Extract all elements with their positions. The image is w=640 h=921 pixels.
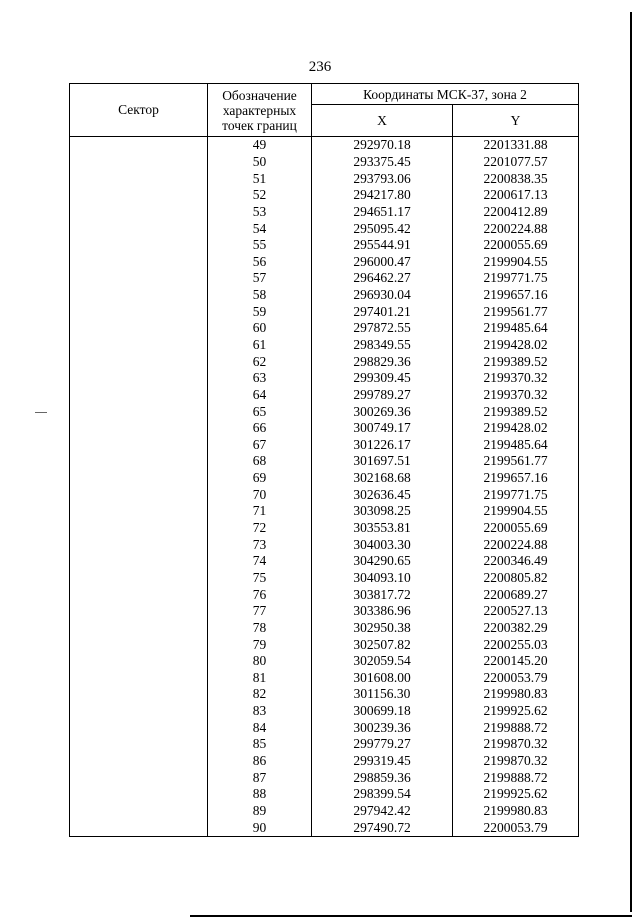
y-cell: 2200055.69 (453, 237, 579, 254)
x-cell: 297401.21 (312, 303, 453, 320)
table-row (70, 337, 579, 354)
point-cell: 85 (208, 736, 312, 753)
table-row (70, 204, 579, 221)
sector-cell (70, 553, 208, 570)
table-row (70, 253, 579, 270)
header-x: X (312, 105, 453, 137)
sector-cell (70, 736, 208, 753)
sector-cell (70, 154, 208, 171)
table-row (70, 620, 579, 637)
point-cell: 67 (208, 437, 312, 454)
table-row (70, 536, 579, 553)
x-cell: 303817.72 (312, 586, 453, 603)
x-cell: 303553.81 (312, 520, 453, 537)
header-y: Y (453, 105, 579, 137)
x-cell: 304003.30 (312, 536, 453, 553)
y-cell: 2200255.03 (453, 636, 579, 653)
x-cell: 299779.27 (312, 736, 453, 753)
point-cell: 77 (208, 603, 312, 620)
point-cell: 73 (208, 536, 312, 553)
x-cell: 301156.30 (312, 686, 453, 703)
x-cell: 302168.68 (312, 470, 453, 487)
sector-cell (70, 403, 208, 420)
x-cell: 293375.45 (312, 154, 453, 171)
sector-cell (70, 753, 208, 770)
x-cell: 302059.54 (312, 653, 453, 670)
y-cell: 2199657.16 (453, 470, 579, 487)
point-cell: 64 (208, 387, 312, 404)
point-cell: 50 (208, 154, 312, 171)
sector-cell (70, 337, 208, 354)
header-sector: Сектор (70, 84, 208, 137)
sector-cell (70, 170, 208, 187)
point-cell: 69 (208, 470, 312, 487)
x-cell: 300239.36 (312, 719, 453, 736)
y-cell: 2200224.88 (453, 220, 579, 237)
point-cell: 81 (208, 670, 312, 687)
table-row (70, 137, 579, 154)
y-cell: 2201331.88 (453, 137, 579, 154)
point-cell: 89 (208, 803, 312, 820)
sector-cell (70, 670, 208, 687)
table-row (70, 719, 579, 736)
table-row (70, 786, 579, 803)
point-cell: 61 (208, 337, 312, 354)
y-cell: 2199428.02 (453, 420, 579, 437)
header-point-line1: Обозначение (222, 87, 297, 103)
sector-cell (70, 620, 208, 637)
x-cell: 298829.36 (312, 353, 453, 370)
table-row (70, 570, 579, 587)
y-cell: 2199925.62 (453, 786, 579, 803)
y-cell: 2200412.89 (453, 204, 579, 221)
point-cell: 75 (208, 570, 312, 587)
x-cell: 292970.18 (312, 137, 453, 154)
sector-cell (70, 387, 208, 404)
y-cell: 2199657.16 (453, 287, 579, 304)
scan-edge-right (630, 12, 632, 912)
sector-cell (70, 370, 208, 387)
table-row (70, 686, 579, 703)
y-cell: 2199428.02 (453, 337, 579, 354)
table-header (70, 84, 579, 137)
sector-cell (70, 719, 208, 736)
point-cell: 58 (208, 287, 312, 304)
point-cell: 90 (208, 819, 312, 836)
sector-cell (70, 536, 208, 553)
sector-cell (70, 586, 208, 603)
point-cell: 78 (208, 620, 312, 637)
header-point-line3: точек границ (222, 117, 297, 133)
y-cell: 2199370.32 (453, 370, 579, 387)
header-coordinates-group: Координаты МСК-37, зона 2 (312, 84, 579, 105)
table-row (70, 437, 579, 454)
y-cell: 2199771.75 (453, 270, 579, 287)
table-row (70, 470, 579, 487)
sector-cell (70, 703, 208, 720)
page-number: 236 (308, 59, 332, 75)
y-cell: 2199870.32 (453, 736, 579, 753)
table-row (70, 736, 579, 753)
sector-cell (70, 520, 208, 537)
point-cell: 52 (208, 187, 312, 204)
header-point-line2: характерных (222, 102, 297, 118)
x-cell: 302636.45 (312, 486, 453, 503)
y-cell: 2199771.75 (453, 486, 579, 503)
point-cell: 83 (208, 703, 312, 720)
point-cell: 86 (208, 753, 312, 770)
y-cell: 2199485.64 (453, 320, 579, 337)
table-row (70, 287, 579, 304)
table-row (70, 653, 579, 670)
table-row (70, 403, 579, 420)
table-row (70, 237, 579, 254)
x-cell: 301608.00 (312, 670, 453, 687)
point-cell: 71 (208, 503, 312, 520)
point-cell: 54 (208, 220, 312, 237)
header-point-designation (208, 84, 312, 137)
point-cell: 84 (208, 719, 312, 736)
x-cell: 296462.27 (312, 270, 453, 287)
sector-cell (70, 353, 208, 370)
sector-cell (70, 137, 208, 154)
sector-cell (70, 320, 208, 337)
x-cell: 297490.72 (312, 819, 453, 836)
y-cell: 2200055.69 (453, 520, 579, 537)
point-cell: 70 (208, 486, 312, 503)
x-cell: 300699.18 (312, 703, 453, 720)
x-cell: 303098.25 (312, 503, 453, 520)
table-row (70, 187, 579, 204)
x-cell: 299319.45 (312, 753, 453, 770)
y-cell: 2199870.32 (453, 753, 579, 770)
y-cell: 2200053.79 (453, 670, 579, 687)
table-row (70, 270, 579, 287)
point-cell: 87 (208, 769, 312, 786)
table-row (70, 769, 579, 786)
y-cell: 2200527.13 (453, 603, 579, 620)
table-row (70, 320, 579, 337)
table-row (70, 803, 579, 820)
sector-cell (70, 603, 208, 620)
x-cell: 296000.47 (312, 253, 453, 270)
sector-cell (70, 453, 208, 470)
point-cell: 59 (208, 303, 312, 320)
table-row (70, 370, 579, 387)
point-cell: 55 (208, 237, 312, 254)
y-cell: 2199561.77 (453, 453, 579, 470)
table-row (70, 220, 579, 237)
x-cell: 297872.55 (312, 320, 453, 337)
y-cell: 2200145.20 (453, 653, 579, 670)
y-cell: 2199370.32 (453, 387, 579, 404)
x-cell: 298399.54 (312, 786, 453, 803)
coordinates-table-container (69, 83, 578, 837)
x-cell: 302507.82 (312, 636, 453, 653)
coordinates-table (69, 83, 579, 837)
table-row (70, 453, 579, 470)
point-cell: 56 (208, 253, 312, 270)
point-cell: 76 (208, 586, 312, 603)
y-cell: 2200382.29 (453, 620, 579, 637)
table-row (70, 553, 579, 570)
sector-cell (70, 636, 208, 653)
x-cell: 296930.04 (312, 287, 453, 304)
y-cell: 2199888.72 (453, 769, 579, 786)
sector-cell (70, 237, 208, 254)
point-cell: 60 (208, 320, 312, 337)
table-row (70, 303, 579, 320)
y-cell: 2199904.55 (453, 503, 579, 520)
x-cell: 293793.06 (312, 170, 453, 187)
y-cell: 2201077.57 (453, 154, 579, 171)
point-cell: 62 (208, 353, 312, 370)
sector-cell (70, 287, 208, 304)
sector-cell (70, 686, 208, 703)
table-row (70, 703, 579, 720)
sector-cell (70, 653, 208, 670)
sector-cell (70, 819, 208, 836)
sector-cell (70, 803, 208, 820)
y-cell: 2200805.82 (453, 570, 579, 587)
sector-cell (70, 253, 208, 270)
point-cell: 65 (208, 403, 312, 420)
y-cell: 2199888.72 (453, 719, 579, 736)
x-cell: 304093.10 (312, 570, 453, 587)
table-row (70, 753, 579, 770)
sector-cell (70, 570, 208, 587)
x-cell: 294217.80 (312, 187, 453, 204)
table-row (70, 520, 579, 537)
x-cell: 301697.51 (312, 453, 453, 470)
x-cell: 297942.42 (312, 803, 453, 820)
sector-cell (70, 786, 208, 803)
scan-speck (35, 412, 47, 413)
y-cell: 2200689.27 (453, 586, 579, 603)
point-cell: 88 (208, 786, 312, 803)
y-cell: 2200053.79 (453, 819, 579, 836)
table-row (70, 819, 579, 836)
point-cell: 72 (208, 520, 312, 537)
point-cell: 63 (208, 370, 312, 387)
sector-cell (70, 220, 208, 237)
table-row (70, 503, 579, 520)
y-cell: 2200617.13 (453, 187, 579, 204)
table-row (70, 636, 579, 653)
x-cell: 300269.36 (312, 403, 453, 420)
x-cell: 299789.27 (312, 387, 453, 404)
point-cell: 74 (208, 553, 312, 570)
y-cell: 2199925.62 (453, 703, 579, 720)
table-row (70, 586, 579, 603)
sector-cell (70, 470, 208, 487)
table-row (70, 170, 579, 187)
x-cell: 299309.45 (312, 370, 453, 387)
point-cell: 79 (208, 636, 312, 653)
sector-cell (70, 270, 208, 287)
point-cell: 49 (208, 137, 312, 154)
x-cell: 304290.65 (312, 553, 453, 570)
point-cell: 82 (208, 686, 312, 703)
x-cell: 301226.17 (312, 437, 453, 454)
y-cell: 2199980.83 (453, 803, 579, 820)
y-cell: 2200346.49 (453, 553, 579, 570)
table-row (70, 387, 579, 404)
sector-cell (70, 437, 208, 454)
sector-cell (70, 204, 208, 221)
y-cell: 2200838.35 (453, 170, 579, 187)
point-cell: 57 (208, 270, 312, 287)
y-cell: 2199980.83 (453, 686, 579, 703)
y-cell: 2199389.52 (453, 403, 579, 420)
table-row (70, 670, 579, 687)
y-cell: 2199561.77 (453, 303, 579, 320)
x-cell: 295095.42 (312, 220, 453, 237)
point-cell: 80 (208, 653, 312, 670)
y-cell: 2199389.52 (453, 353, 579, 370)
y-cell: 2199904.55 (453, 253, 579, 270)
x-cell: 294651.17 (312, 204, 453, 221)
point-cell: 66 (208, 420, 312, 437)
x-cell: 295544.91 (312, 237, 453, 254)
scan-edge-bottom (190, 915, 632, 917)
y-cell: 2200224.88 (453, 536, 579, 553)
point-cell: 53 (208, 204, 312, 221)
x-cell: 300749.17 (312, 420, 453, 437)
table-row (70, 486, 579, 503)
table-body (70, 137, 579, 837)
sector-cell (70, 486, 208, 503)
table-row (70, 603, 579, 620)
table-row (70, 353, 579, 370)
x-cell: 298349.55 (312, 337, 453, 354)
x-cell: 303386.96 (312, 603, 453, 620)
sector-cell (70, 769, 208, 786)
y-cell: 2199485.64 (453, 437, 579, 454)
sector-cell (70, 503, 208, 520)
sector-cell (70, 303, 208, 320)
point-cell: 51 (208, 170, 312, 187)
x-cell: 298859.36 (312, 769, 453, 786)
x-cell: 302950.38 (312, 620, 453, 637)
point-cell: 68 (208, 453, 312, 470)
sector-cell (70, 420, 208, 437)
table-row (70, 154, 579, 171)
sector-cell (70, 187, 208, 204)
table-row (70, 420, 579, 437)
